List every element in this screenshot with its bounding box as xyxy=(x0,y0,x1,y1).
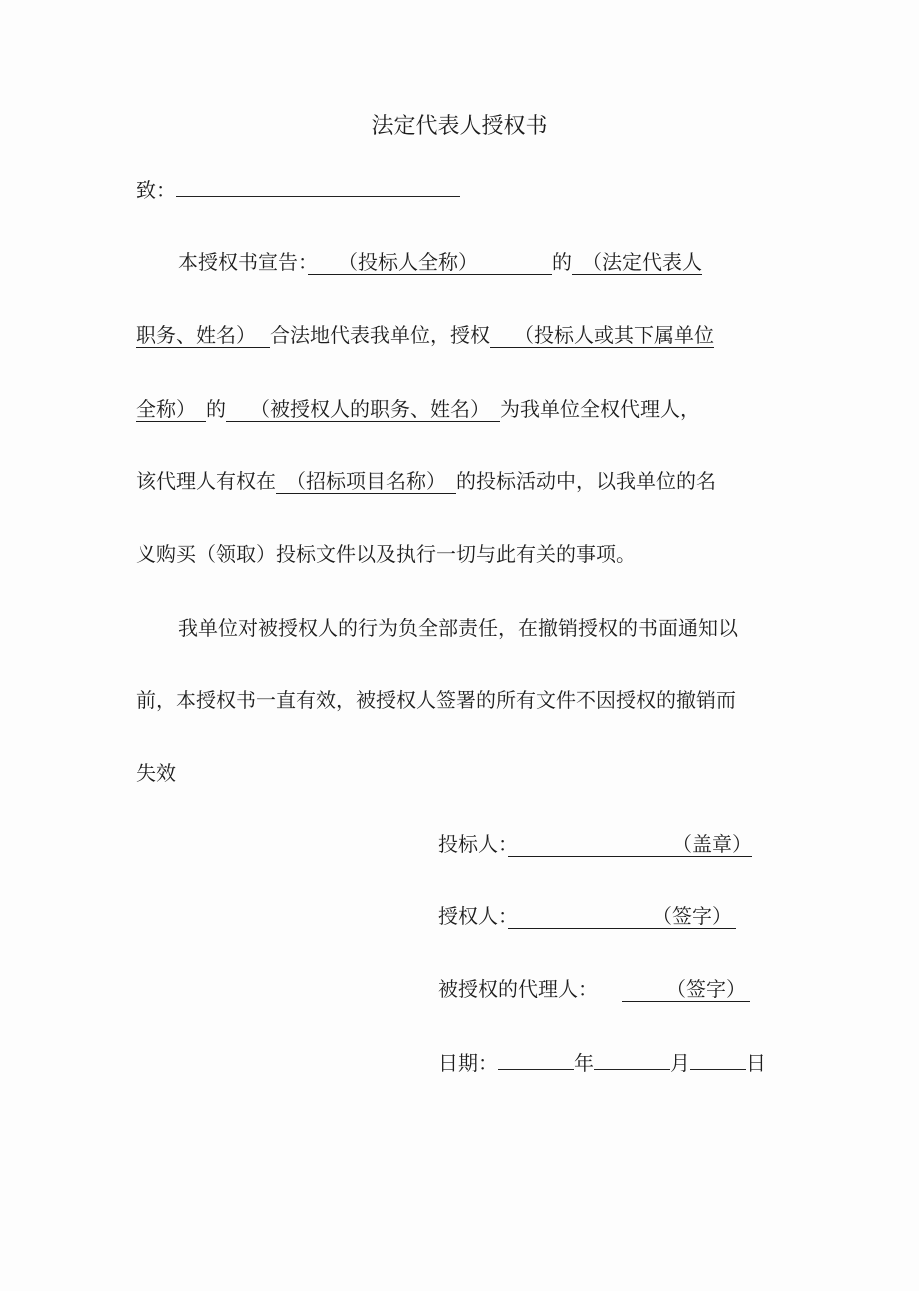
para1-line2 xyxy=(136,321,714,349)
bidder-seal-field xyxy=(508,832,752,856)
para1-line1 xyxy=(178,248,702,276)
date-label: 日期： xyxy=(438,1051,498,1075)
de-text-1: 的 xyxy=(552,250,572,274)
para1-line3 xyxy=(136,395,700,423)
agent-sign-note: （签字） xyxy=(666,977,746,1001)
project-name-field xyxy=(276,469,456,493)
bidder-full-name: （投标人全称） xyxy=(348,250,468,274)
bidder-full-name-field xyxy=(308,250,552,274)
legal-rep-text-2: 职务、姓名） xyxy=(136,323,246,347)
agent-signature-field xyxy=(622,977,750,1001)
grantor-label: 授权人： xyxy=(438,904,508,928)
bidder-subunit-text-2: 全称） xyxy=(136,397,186,421)
bidder-seal-row xyxy=(438,830,752,858)
recipient-blank xyxy=(176,174,460,197)
authorized-person-field xyxy=(226,397,500,421)
legal-rep-text-1: （法定代表人 xyxy=(592,250,702,274)
agent-signature-row xyxy=(438,975,750,1003)
grantor-sign-note: （签字） xyxy=(652,904,732,928)
recipient-line xyxy=(136,174,460,204)
line2-mid-text: 合法地代表我单位，授权 xyxy=(270,323,490,347)
declaration-prefix: 本授权书宣告： xyxy=(178,250,308,274)
month-label: 月 xyxy=(670,1051,690,1075)
bidder-subunit-field-part1 xyxy=(490,323,714,347)
para2-line2: 前，本授权书一直有效，被授权人签署的所有文件不因授权的撤销而 xyxy=(136,688,736,712)
to-label: 致： xyxy=(136,178,176,202)
date-row xyxy=(438,1047,766,1077)
grantor-signature-field xyxy=(508,904,736,928)
bidder-label: 投标人： xyxy=(438,832,508,856)
grantor-signature-row xyxy=(438,902,736,930)
line3-suffix: 为我单位全权代理人， xyxy=(500,397,700,421)
authorized-person-text: （被授权人的职务、姓名） xyxy=(250,397,480,421)
seal-note: （盖章） xyxy=(672,832,752,856)
line4-suffix: 的投标活动中，以我单位的名 xyxy=(456,469,716,493)
line4-prefix: 该代理人有权在 xyxy=(136,469,276,493)
day-blank xyxy=(690,1047,746,1070)
agent-label: 被授权的代理人： xyxy=(438,977,598,1001)
document-title: 法定代表人授权书 xyxy=(371,114,548,139)
day-label: 日 xyxy=(746,1051,766,1075)
de-text-2: 的 xyxy=(206,397,226,421)
para2-line1: 我单位对被授权人的行为负全部责任，在撤销授权的书面通知以 xyxy=(178,616,738,640)
para2-line3: 失效 xyxy=(136,761,176,785)
project-name-text: （招标项目名称） xyxy=(296,469,436,493)
legal-rep-field-part2 xyxy=(136,323,270,347)
bidder-subunit-text-1: （投标人或其下属单位 xyxy=(514,323,714,347)
year-blank xyxy=(498,1047,574,1070)
para1-line4 xyxy=(136,467,716,495)
bidder-subunit-field-part2 xyxy=(136,397,206,421)
year-label: 年 xyxy=(574,1051,594,1075)
para1-line5: 义购买（领取）投标文件以及执行一切与此有关的事项。 xyxy=(136,542,636,566)
legal-rep-field-part1 xyxy=(572,250,702,274)
month-blank xyxy=(594,1047,670,1070)
